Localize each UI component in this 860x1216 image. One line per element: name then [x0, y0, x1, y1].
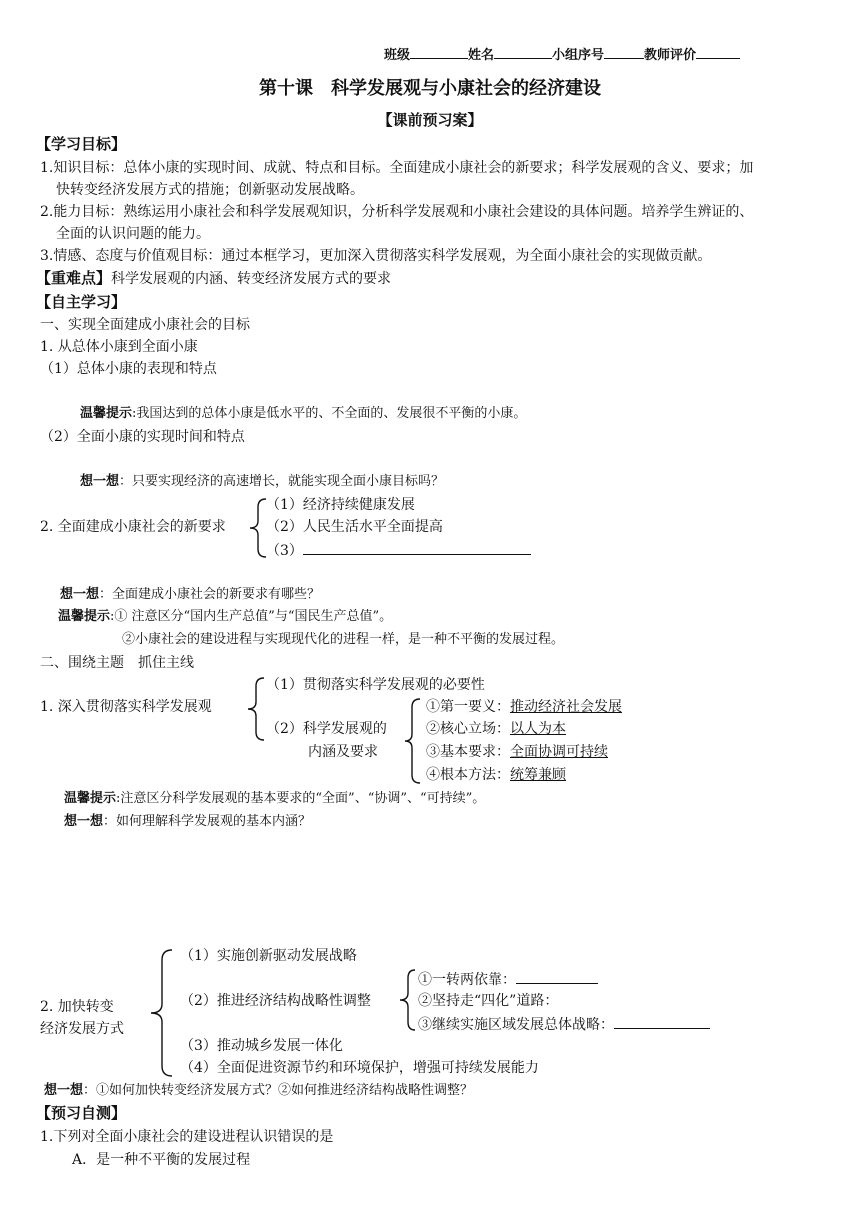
requirement-2: （2）人民生活水平全面提高: [266, 519, 443, 535]
outlook-sub-4-value: 统筹兼顾: [510, 767, 566, 783]
page-title: 第十课 科学发展观与小康社会的经济建设: [259, 78, 601, 99]
structure-sub-1: [418, 969, 598, 989]
goals-heading: 【学习目标】: [36, 135, 127, 153]
think-1-text: ：只要实现经济的高速增长，就能实现全面小康目标吗？: [119, 474, 445, 489]
outlook-item-2-line2: 内涵及要求: [308, 744, 378, 760]
question-1-option-a[interactable]: A．是一种不平衡的发展过程: [72, 1152, 251, 1168]
structure-sub-3-blank[interactable]: [614, 1014, 710, 1029]
tip-2-text1: :① 注意区分“国内生产总值”与“国民生产总值”。: [110, 609, 393, 624]
outlook-sub-3-label: ③基本要求：: [426, 744, 510, 760]
tip-2: [58, 608, 392, 625]
think-4: [44, 1082, 473, 1099]
requirement-3: [266, 540, 531, 560]
key-heading: 【重难点】: [36, 269, 112, 287]
brace-outlook-content: [402, 697, 422, 785]
section-1-1: 1. 从总体小康到全面小康: [40, 339, 198, 355]
tip-3: [64, 790, 485, 807]
think-2: [60, 586, 320, 603]
key-points: [36, 269, 391, 288]
group-blank[interactable]: [604, 44, 644, 59]
think-2-label: 想一想: [60, 587, 100, 602]
outlook-sub-2: [426, 720, 566, 738]
section-2-title: 二、围绕主题 抓住主线: [40, 655, 194, 671]
question-1: 1.下列对全面小康社会的建设进程认识错误的是: [40, 1129, 334, 1145]
outlook-sub-3-value: 全面协调可持续: [510, 744, 608, 760]
structure-sub-1-blank[interactable]: [516, 969, 598, 984]
think-3-label: 想一想: [64, 814, 104, 829]
goal-2-line1: 2.能力目标：熟练运用小康社会和科学发展观知识，分析科学发展观和小康社会建设的具体问题。培养学生辨证的、: [40, 204, 754, 220]
outlook-sub-3: [426, 743, 608, 761]
outlook-item-1: （1）贯彻落实科学发展观的必要性: [266, 677, 485, 693]
transformation-item-2: （2）推进经济结构战略性调整: [180, 993, 371, 1009]
section-2-1-label: 1. 深入贯彻落实科学发展观: [40, 699, 212, 715]
requirement-3-label: （3）: [266, 543, 303, 559]
tip-1: [80, 405, 526, 422]
class-blank[interactable]: [410, 44, 468, 59]
think-4-text: ：①如何加快转变经济发展方式？②如何推进经济结构战略性调整？: [83, 1083, 474, 1098]
tip-2-text2: ②小康社会的建设进程与实现现代化的进程一样，是一种不平衡的发展过程。: [122, 632, 565, 647]
class-label: 班级: [384, 48, 411, 63]
think-3: [64, 813, 311, 830]
outlook-sub-2-label: ②核心立场：: [426, 721, 510, 737]
outlook-sub-1-label: ①第一要义：: [426, 699, 510, 715]
goal-3: 3.情感、态度与价值观目标：通过本框学习，更加深入贯彻落实科学发展观，为全面小康社会的实现做贡献。: [40, 248, 712, 264]
brace-outlook: [244, 676, 266, 742]
tip-3-label: 温馨提示: [64, 791, 117, 806]
page-subtitle: 【课前预习案】: [377, 111, 483, 129]
outlook-sub-1: [426, 698, 622, 716]
transformation-item-3: （3）推动城乡发展一体化: [180, 1038, 343, 1054]
transformation-item-4: （4）全面促进资源节约和环境保护，增强可持续发展能力: [180, 1060, 539, 1076]
structure-sub-3-label: ③继续实施区域发展总体战略：: [418, 1017, 614, 1033]
structure-sub-1-label: ①一转两依靠：: [418, 972, 516, 988]
name-label: 姓名: [468, 48, 495, 63]
group-label: 小组序号: [552, 48, 605, 63]
think-4-label: 想一想: [44, 1083, 84, 1098]
tip-2-label: 温馨提示: [58, 609, 111, 624]
test-heading: 【预习自测】: [36, 1104, 127, 1122]
goal-1-line2: 快转变经济发展方式的措施；创新驱动发展战略。: [56, 182, 364, 198]
section-2-2-label-line2: 经济发展方式: [40, 1021, 124, 1037]
brace-requirements: [246, 497, 268, 559]
section-1-1-1: （1）总体小康的表现和特点: [40, 361, 217, 377]
teacher-label: 教师评价: [644, 48, 697, 63]
goal-2-line2: 全面的认识问题的能力。: [56, 226, 210, 242]
requirement-1: （1）经济持续健康发展: [266, 497, 415, 513]
outlook-sub-4-label: ④根本方法：: [426, 767, 510, 783]
structure-sub-2: ②坚持走“四化”道路：: [418, 993, 559, 1009]
name-blank[interactable]: [494, 44, 552, 59]
brace-transformation: [146, 948, 176, 1078]
tip-1-text: :我国达到的总体小康是低水平的、不全面的、发展很不平衡的小康。: [132, 406, 527, 421]
section-1-1-2: （2）全面小康的实现时间和特点: [40, 429, 245, 445]
teacher-blank[interactable]: [696, 44, 740, 59]
tip-1-label: 温馨提示: [80, 406, 133, 421]
goal-1-line1: 1.知识目标：总体小康的实现时间、成就、特点和目标。全面建成小康社会的新要求；科学发展观的含义、要求；加: [40, 160, 754, 176]
header-info: [384, 44, 740, 64]
outlook-sub-1-value: 推动经济社会发展: [510, 699, 622, 715]
section-1-2-label: 2. 全面建成小康社会的新要求: [40, 519, 226, 535]
outlook-sub-2-value: 以人为本: [510, 721, 566, 737]
self-study-heading: 【自主学习】: [36, 293, 127, 311]
structure-sub-3: [418, 1014, 710, 1034]
transformation-item-1: （1）实施创新驱动发展战略: [180, 948, 357, 964]
tip-3-text: :注意区分科学发展观的基本要求的“全面”、“协调”、“可持续”。: [116, 791, 486, 806]
brace-structure: [396, 968, 418, 1032]
think-1-label: 想一想: [80, 474, 120, 489]
think-3-text: ：如何理解科学发展观的基本内涵？: [103, 814, 312, 829]
section-1-title: 一、实现全面建成小康社会的目标: [40, 317, 250, 333]
requirement-3-blank[interactable]: [303, 540, 531, 555]
section-2-2-label-line1: 2. 加快转变: [40, 999, 114, 1015]
outlook-sub-4: [426, 766, 566, 784]
think-2-text: ：全面建成小康社会的新要求有哪些？: [99, 587, 321, 602]
key-text: 科学发展观的内涵、转变经济发展方式的要求: [111, 271, 392, 287]
outlook-item-2-line1: （2）科学发展观的: [266, 721, 387, 737]
think-1: [80, 473, 444, 490]
